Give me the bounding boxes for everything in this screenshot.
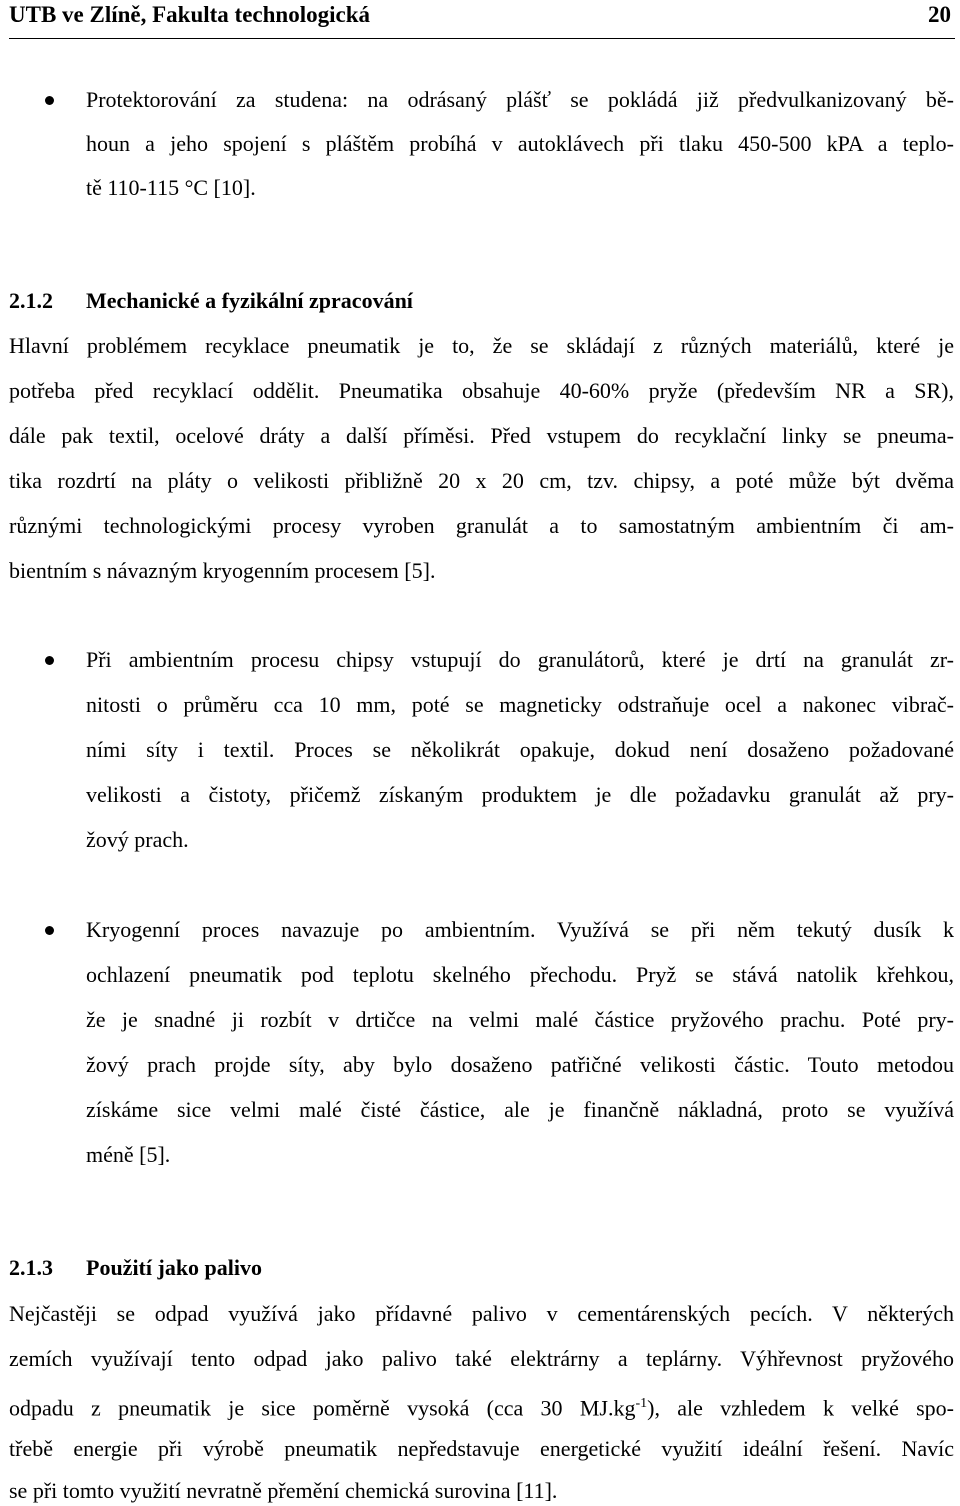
bullet2-line: velikosti a čistoty, přičemž získaným produktem je dle požadavku granulát až pry-	[86, 782, 954, 807]
section-number: 2.1.3	[9, 1255, 53, 1280]
section-heading	[9, 1255, 262, 1281]
page-number: 20	[928, 2, 951, 27]
superscript: -1	[635, 1396, 648, 1411]
bullet1-line: houn a jeho spojení s pláštěm probíhá v autoklávech při tlaku 450-500 kPA a teplo-	[86, 131, 954, 156]
line-text: ), ale vzhledem k velké spo-	[647, 1395, 955, 1421]
paragraph-line	[9, 1391, 954, 1421]
section-title: Mechanické a fyzikální zpracování	[86, 288, 413, 313]
page-header	[9, 0, 955, 39]
bullet3-line: Kryogenní proces navazuje po ambientním. Využívá se při něm tekutý dusík k	[86, 917, 954, 942]
bullet3-line: ochlazení pneumatik pod teplotu skelného přechodu. Pryž se stává natolik křehkou,	[86, 962, 954, 987]
bullet2-line: nitosti o průměru cca 10 mm, poté se magneticky odstraňuje ocel a nakonec vibrač-	[86, 692, 954, 717]
section-number: 2.1.2	[9, 288, 53, 313]
header-title: UTB ve Zlíně, Fakulta technologická	[9, 2, 370, 27]
bullet-icon	[45, 926, 54, 935]
paragraph-line: se při tomto využití nevratně přemění chemická surovina [11].	[9, 1478, 558, 1503]
paragraph-line: různými technologickými procesy vyroben granulát a to samostatným ambientním či am-	[9, 513, 954, 538]
bullet-icon	[45, 656, 54, 665]
bullet3-line: méně [5].	[86, 1142, 171, 1167]
paragraph-line: Nejčastěji se odpad využívá jako přídavné palivo v cementárenských pecích. V některých	[9, 1301, 954, 1326]
bullet3-line: že je snadné ji rozbít v drtičce na velmi malé částice pryžového prachu. Poté pry-	[86, 1007, 954, 1032]
bullet1-line: tě 110-115 °C [10].	[86, 175, 256, 200]
paragraph-line: třebě energie při výrobě pneumatik nepředstavuje energetické využití ideální řešení. Navíc	[9, 1436, 954, 1461]
bullet-icon	[45, 96, 54, 105]
bullet3-line: získáme sice velmi malé čisté částice, ale je finančně nákladná, proto se využívá	[86, 1097, 954, 1122]
bullet3-line: žový prach projde síty, aby bylo dosaženo patřičné velikosti částic. Touto metodou	[86, 1052, 954, 1077]
bullet2-line: žový prach.	[86, 827, 189, 852]
bullet1-line: Protektorování za studena: na odrásaný plášť se pokládá již předvulkanizovaný bě-	[86, 87, 954, 112]
paragraph-line: dále pak textil, ocelové dráty a další příměsi. Před vstupem do recyklační linky se pneuma-	[9, 423, 954, 448]
bullet2-line: Při ambientním procesu chipsy vstupují do granulátorů, které je drtí na granulát zr-	[86, 647, 954, 672]
paragraph-line: bientním s návazným kryogenním procesem [5].	[9, 558, 436, 583]
paragraph-line: Hlavní problémem recyklace pneumatik je to, že se skládají z různých materiálů, které je	[9, 333, 954, 358]
bullet2-line: ními síty i textil. Proces se několikrát opakuje, dokud není dosaženo požadované	[86, 737, 954, 762]
paragraph-line: potřeba před recyklací oddělit. Pneumatika obsahuje 40-60% pryže (především NR a SR),	[9, 378, 954, 403]
paragraph-line: tika rozdrtí na pláty o velikosti přibližně 20 x 20 cm, tzv. chipsy, a poté může být dvěma	[9, 468, 954, 493]
section-title: Použití jako palivo	[86, 1255, 263, 1280]
section-heading	[9, 288, 413, 314]
paragraph-line: zemích využívají tento odpad jako palivo také elektrárny a teplárny. Výhřevnost pryžového	[9, 1346, 954, 1371]
line-text: odpadu z pneumatik je sice poměrně vysoká (cca 30 MJ.kg	[9, 1395, 636, 1421]
